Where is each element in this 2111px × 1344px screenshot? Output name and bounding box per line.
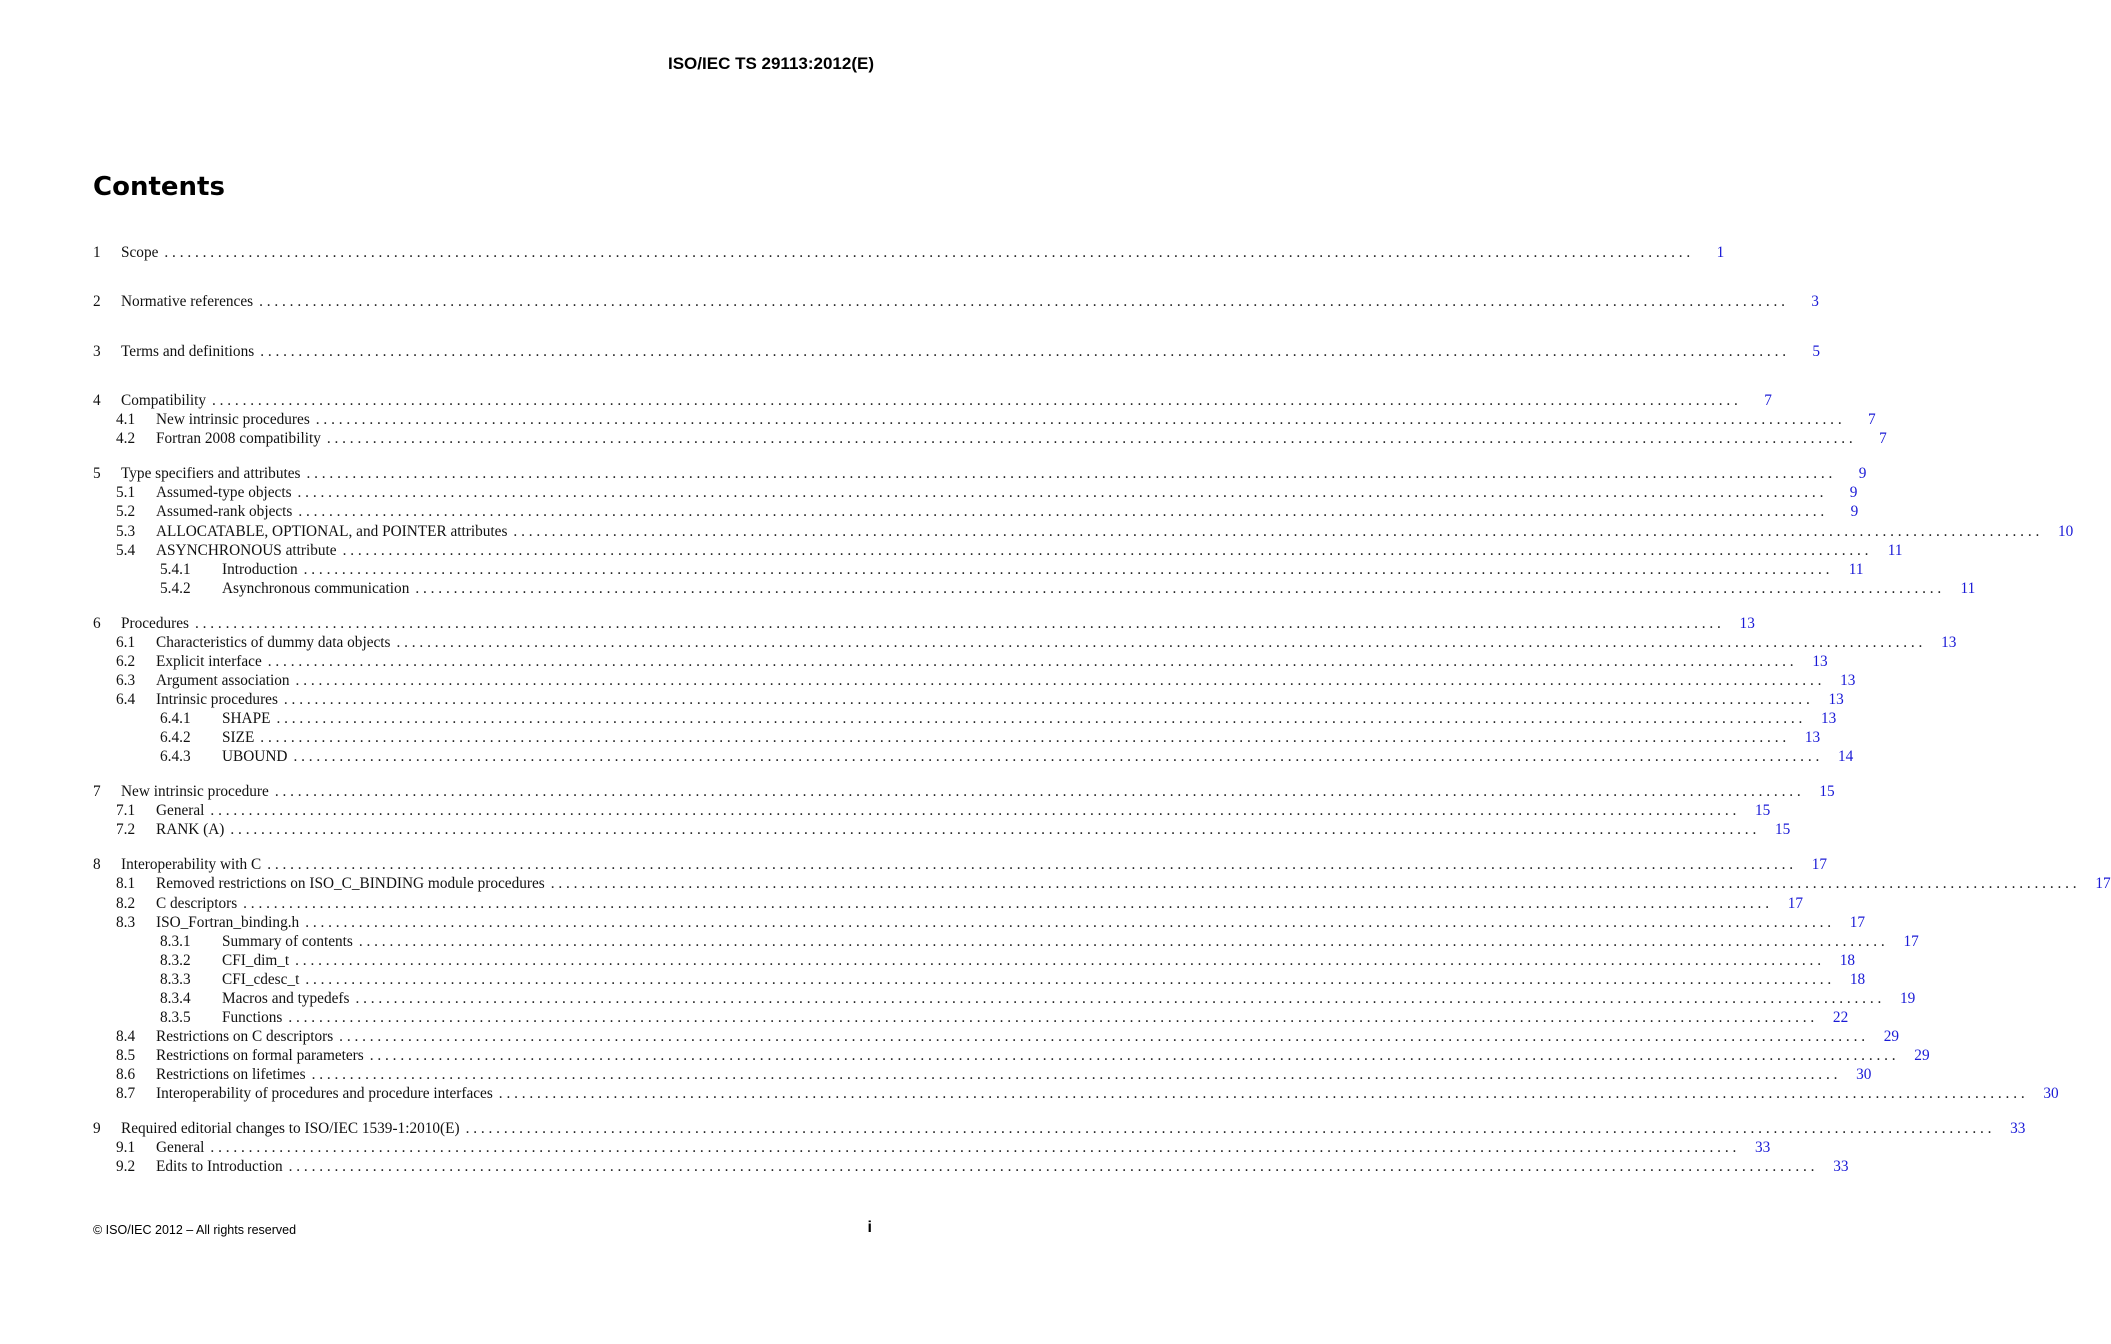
- toc-entry[interactable]: [93, 342, 1821, 361]
- toc-page-link[interactable]: 17: [1787, 895, 1804, 912]
- toc-dot-leader: . . . . . . . . . . . . . . . . . . . . . . . . . . . . . . . . . . . . . . . . . . . . . . . . . . . . . . . . . . . . . . . . . . . . . . . . . . . . . . . . . . . . . . . . . . . . . . . . . . . . . . . . . . . . . . . . . . . . . . . . . . . . . . . . . . . . . . . . . . . . . . . . . . . . . . . . . . . . . . . . . . . . . . . . . . . . . . . . . . . . . . . . . . . . . . . . . . . . . . . .: [259, 293, 1785, 310]
- toc-dot-leader: . . . . . . . . . . . . . . . . . . . . . . . . . . . . . . . . . . . . . . . . . . . . . . . . . . . . . . . . . . . . . . . . . . . . . . . . . . . . . . . . . . . . . . . . . . . . . . . . . . . . . . . . . . . . . . . . . . . . . . . . . . . . . . . . . . . . . . . . . . . . . . . . . . . . . . . . . . . . . . . . . . . . . . . . . . . . . . . . . . . . . . . . . . . . . . . . . . . . . . . .: [293, 748, 1820, 765]
- toc-entry[interactable]: [93, 970, 1866, 989]
- page-number: i: [867, 1219, 872, 1236]
- toc-entry-number: 8.4: [116, 1028, 136, 1045]
- toc-entry-number: 8.3: [116, 914, 136, 931]
- toc-entry-title[interactable]: SHAPE: [222, 710, 271, 727]
- toc-entry-number: 8.2: [116, 895, 136, 912]
- toc-entry-title[interactable]: SIZE: [222, 729, 255, 746]
- toc-page-link[interactable]: 33: [1755, 1139, 1771, 1156]
- toc-page-link[interactable]: 29: [1914, 1047, 1930, 1064]
- toc-entry[interactable]: [93, 728, 1821, 747]
- toc-entry[interactable]: [93, 1008, 1849, 1027]
- toc-dot-leader: . . . . . . . . . . . . . . . . . . . . . . . . . . . . . . . . . . . . . . . . . . . . . . . . . . . . . . . . . . . . . . . . . . . . . . . . . . . . . . . . . . . . . . . . . . . . . . . . . . . . . . . . . . . . . . . . . . . . . . . . . . . . . . . . . . . . . . . . . . . . . . . . . . . . . . . . . . . . . . . . . . . . . . . . . . . . . . . . . . . . . . . . . . . . . . . . . . . . . . . .: [355, 990, 1882, 1007]
- toc-entry-title[interactable]: Scope: [121, 244, 159, 261]
- toc-entry-title[interactable]: New intrinsic procedure: [121, 783, 269, 800]
- toc-entry-title[interactable]: ALLOCATABLE, OPTIONAL, and POINTER attributes: [156, 523, 508, 540]
- toc-dot-leader: . . . . . . . . . . . . . . . . . . . . . . . . . . . . . . . . . . . . . . . . . . . . . . . . . . . . . . . . . . . . . . . . . . . . . . . . . . . . . . . . . . . . . . . . . . . . . . . . . . . . . . . . . . . . . . . . . . . . . . . . . . . . . . . . . . . . . . . . . . . . . . . . . . . . . . . . . . . . . . . . . . . . . . . . . . . . . . . . . . . . . . . . . . . . . . . . . . . . . . . .: [315, 411, 1842, 428]
- toc-entry-title[interactable]: C descriptors: [156, 895, 238, 912]
- toc-entry[interactable]: [93, 243, 1725, 262]
- toc-page-link[interactable]: 18: [1849, 971, 1866, 988]
- toc-page-link[interactable]: 18: [1839, 952, 1856, 969]
- toc-entry-number: 2: [93, 293, 101, 310]
- toc-entry-number: 8.3.5: [160, 1009, 191, 1026]
- toc-page-link[interactable]: 9: [1850, 503, 1859, 520]
- toc-entry-number: 8.1: [116, 875, 136, 892]
- toc-dot-leader: . . . . . . . . . . . . . . . . . . . . . . . . . . . . . . . . . . . . . . . . . . . . . . . . . . . . . . . . . . . . . . . . . . . . . . . . . . . . . . . . . . . . . . . . . . . . . . . . . . . . . . . . . . . . . . . . . . . . . . . . . . . . . . . . . . . . . . . . . . . . . . . . . . . . . . . . . . . . . . . . . . . . . . . . . . . . . . . . . . . . . . . . . . . . . . . . . . . . . . . .: [358, 933, 1885, 950]
- toc-entry-number: 5.4.2: [160, 580, 191, 597]
- toc-dot-leader: . . . . . . . . . . . . . . . . . . . . . . . . . . . . . . . . . . . . . . . . . . . . . . . . . . . . . . . . . . . . . . . . . . . . . . . . . . . . . . . . . . . . . . . . . . . . . . . . . . . . . . . . . . . . . . . . . . . . . . . . . . . . . . . . . . . . . . . . . . . . . . . . . . . . . . . . . . . . . . . . . . . . . . . . . . . . . . . . . . . . . . . . . . . . . . . . . . . . . . . .: [369, 1047, 1896, 1064]
- toc-entry-number: 6.3: [116, 672, 136, 689]
- toc-entry-title[interactable]: Type specifiers and attributes: [121, 465, 301, 482]
- toc-dot-leader: . . . . . . . . . . . . . . . . . . . . . . . . . . . . . . . . . . . . . . . . . . . . . . . . . . . . . . . . . . . . . . . . . . . . . . . . . . . . . . . . . . . . . . . . . . . . . . . . . . . . . . . . . . . . . . . . . . . . . . . . . . . . . . . . . . . . . . . . . . . . . . . . . . . . . . . . . . . . . . . . . . . . . . . . . . . . . . . . . . . . . . . . . . . . . . . . . . . . . . . .: [194, 615, 1721, 632]
- toc-entry-title[interactable]: General: [156, 802, 205, 819]
- toc-entry[interactable]: [93, 391, 1772, 410]
- toc-entry[interactable]: [93, 652, 1828, 671]
- toc-entry-title[interactable]: CFI_cdesc_t: [222, 971, 300, 988]
- toc-entry-number: 5.1: [116, 484, 136, 501]
- toc-dot-leader: . . . . . . . . . . . . . . . . . . . . . . . . . . . . . . . . . . . . . . . . . . . . . . . . . . . . . . . . . . . . . . . . . . . . . . . . . . . . . . . . . . . . . . . . . . . . . . . . . . . . . . . . . . . . . . . . . . . . . . . . . . . . . . . . . . . . . . . . . . . . . . . . . . . . . . . . . . . . . . . . . . . . . . . . . . . . . . . . . . . . . . . . . . . . . . . . . . . . . . . .: [210, 802, 1737, 819]
- toc-entry-title[interactable]: Terms and definitions: [121, 343, 255, 360]
- toc-page-link[interactable]: 9: [1849, 484, 1858, 501]
- toc-page-link[interactable]: 30: [2043, 1085, 2059, 1102]
- toc-page-link[interactable]: 13: [1828, 691, 1844, 708]
- toc-entry-title[interactable]: Restrictions on C descriptors: [156, 1028, 334, 1045]
- toc-entry-title[interactable]: Intrinsic procedures: [156, 691, 278, 708]
- toc-dot-leader: . . . . . . . . . . . . . . . . . . . . . . . . . . . . . . . . . . . . . . . . . . . . . . . . . . . . . . . . . . . . . . . . . . . . . . . . . . . . . . . . . . . . . . . . . . . . . . . . . . . . . . . . . . . . . . . . . . . . . . . . . . . . . . . . . . . . . . . . . . . . . . . . . . . . . . . . . . . . . . . . . . . . . . . . . . . . . . . . . . . . . . . . . . . . . . . . . . . . . . . .: [230, 821, 1757, 838]
- toc-entry-number: 4: [93, 392, 101, 409]
- toc-entry[interactable]: [93, 633, 1957, 652]
- toc-entry[interactable]: [93, 410, 1876, 429]
- toc-entry-title[interactable]: Removed restrictions on ISO_C_BINDING module procedures: [156, 875, 545, 892]
- toc-entry-number: 6.2: [116, 653, 136, 670]
- toc-entry-title[interactable]: Interoperability with C: [121, 856, 262, 873]
- toc-dot-leader: . . . . . . . . . . . . . . . . . . . . . . . . . . . . . . . . . . . . . . . . . . . . . . . . . . . . . . . . . . . . . . . . . . . . . . . . . . . . . . . . . . . . . . . . . . . . . . . . . . . . . . . . . . . . . . . . . . . . . . . . . . . . . . . . . . . . . . . . . . . . . . . . . . . . . . . . . . . . . . . . . . . . . . . . . . . . . . . . . . . . . . . . . . . . . . . . . . . . . . . .: [288, 1158, 1815, 1175]
- toc-page-link[interactable]: 13: [1812, 653, 1828, 670]
- toc-entry[interactable]: [93, 1065, 1872, 1084]
- toc-dot-leader: . . . . . . . . . . . . . . . . . . . . . . . . . . . . . . . . . . . . . . . . . . . . . . . . . . . . . . . . . . . . . . . . . . . . . . . . . . . . . . . . . . . . . . . . . . . . . . . . . . . . . . . . . . . . . . . . . . . . . . . . . . . . . . . . . . . . . . . . . . . . . . . . . . . . . . . . . . . . . . . . . . . . . . . . . . . . . . . . . . . . . . . . . . . . . . . . . . . . . . . .: [295, 952, 1822, 969]
- toc-entry-number: 8.3.1: [160, 933, 191, 950]
- toc-entry[interactable]: [93, 1027, 1900, 1046]
- toc-dot-leader: . . . . . . . . . . . . . . . . . . . . . . . . . . . . . . . . . . . . . . . . . . . . . . . . . . . . . . . . . . . . . . . . . . . . . . . . . . . . . . . . . . . . . . . . . . . . . . . . . . . . . . . . . . . . . . . . . . . . . . . . . . . . . . . . . . . . . . . . . . . . . . . . . . . . . . . . . . . . . . . . . . . . . . . . . . . . . . . . . . . . . . . . . . . . . . . . . . . . . . . .: [288, 1009, 1815, 1026]
- toc-entry-number: 7.2: [116, 821, 136, 838]
- toc-page-link[interactable]: 7: [1764, 392, 1772, 409]
- toc-entry[interactable]: [93, 820, 1791, 839]
- toc-dot-leader: . . . . . . . . . . . . . . . . . . . . . . . . . . . . . . . . . . . . . . . . . . . . . . . . . . . . . . . . . . . . . . . . . . . . . . . . . . . . . . . . . . . . . . . . . . . . . . . . . . . . . . . . . . . . . . . . . . . . . . . . . . . . . . . . . . . . . . . . . . . . . . . . . . . . . . . . . . . . . . . . . . . . . . . . . . . . . . . . . . . . . . . . . . . . . . . . . . . . . . . .: [465, 1120, 1992, 1137]
- toc-entry-title[interactable]: Introduction: [222, 561, 298, 578]
- document-id: ISO/IEC TS 29113:2012(E): [668, 54, 874, 73]
- toc-dot-leader: . . . . . . . . . . . . . . . . . . . . . . . . . . . . . . . . . . . . . . . . . . . . . . . . . . . . . . . . . . . . . . . . . . . . . . . . . . . . . . . . . . . . . . . . . . . . . . . . . . . . . . . . . . . . . . . . . . . . . . . . . . . . . . . . . . . . . . . . . . . . . . . . . . . . . . . . . . . . . . . . . . . . . . . . . . . . . . . . . . . . . . . . . . . . . . . . . . . . . . . .: [305, 971, 1832, 988]
- toc-entry[interactable]: [93, 671, 1856, 690]
- toc-entry[interactable]: [93, 483, 1858, 502]
- toc-entry[interactable]: [93, 874, 2111, 893]
- toc-entry[interactable]: [93, 560, 1864, 579]
- toc-entry[interactable]: [93, 464, 1867, 483]
- toc-entry[interactable]: [93, 1157, 1849, 1176]
- toc-page-link[interactable]: 13: [1804, 729, 1821, 746]
- toc-entry[interactable]: [93, 429, 1887, 448]
- toc-page-link[interactable]: 22: [1832, 1009, 1849, 1026]
- toc-entry-title[interactable]: CFI_dim_t: [222, 952, 290, 969]
- toc-entry-number: 6.4: [116, 691, 136, 708]
- toc-entry-title[interactable]: Macros and typedefs: [222, 990, 350, 1007]
- toc-entry-title[interactable]: Restrictions on formal parameters: [156, 1047, 364, 1064]
- toc-entry-number: 5.4: [116, 542, 136, 559]
- toc-page-link[interactable]: 17: [1849, 914, 1866, 931]
- toc-entry[interactable]: [93, 709, 1837, 728]
- toc-dot-leader: . . . . . . . . . . . . . . . . . . . . . . . . . . . . . . . . . . . . . . . . . . . . . . . . . . . . . . . . . . . . . . . . . . . . . . . . . . . . . . . . . . . . . . . . . . . . . . . . . . . . . . . . . . . . . . . . . . . . . . . . . . . . . . . . . . . . . . . . . . . . . . . . . . . . . . . . . . . . . . . . . . . . . . . . . . . . . . . . . . . . . . . . . . . . . . . . . . . . . . . .: [210, 1139, 1737, 1156]
- toc-entry-title[interactable]: UBOUND: [222, 748, 288, 765]
- toc-entry[interactable]: [93, 292, 1819, 311]
- toc-entry-number: 6.4.2: [160, 729, 191, 746]
- toc-dot-leader: . . . . . . . . . . . . . . . . . . . . . . . . . . . . . . . . . . . . . . . . . . . . . . . . . . . . . . . . . . . . . . . . . . . . . . . . . . . . . . . . . . . . . . . . . . . . . . . . . . . . . . . . . . . . . . . . . . . . . . . . . . . . . . . . . . . . . . . . . . . . . . . . . . . . . . . . . . . . . . . . . . . . . . . . . . . . . . . . . . . . . . . . . . . . . . . . . . . . . . . .: [415, 580, 1942, 597]
- toc-page-link[interactable]: 7: [1879, 430, 1887, 447]
- toc-dot-leader: . . . . . . . . . . . . . . . . . . . . . . . . . . . . . . . . . . . . . . . . . . . . . . . . . . . . . . . . . . . . . . . . . . . . . . . . . . . . . . . . . . . . . . . . . . . . . . . . . . . . . . . . . . . . . . . . . . . . . . . . . . . . . . . . . . . . . . . . . . . . . . . . . . . . . . . . . . . . . . . . . . . . . . . . . . . . . . . . . . . . . . . . . . . . . . . . . . . . . . . .: [164, 244, 1691, 261]
- toc-page-link[interactable]: 33: [2010, 1120, 2026, 1137]
- toc-page-link[interactable]: 13: [1840, 672, 1856, 689]
- toc-entry[interactable]: [93, 913, 1866, 932]
- toc-entry-title[interactable]: Assumed-rank objects: [156, 503, 293, 520]
- toc-dot-leader: . . . . . . . . . . . . . . . . . . . . . . . . . . . . . . . . . . . . . . . . . . . . . . . . . . . . . . . . . . . . . . . . . . . . . . . . . . . . . . . . . . . . . . . . . . . . . . . . . . . . . . . . . . . . . . . . . . . . . . . . . . . . . . . . . . . . . . . . . . . . . . . . . . . . . . . . . . . . . . . . . . . . . . . . . . . . . . . . . . . . . . . . . . . . . . . . . . . . . . . .: [326, 430, 1853, 447]
- toc-entry-number: 7: [93, 783, 101, 800]
- toc-entry-title[interactable]: Edits to Introduction: [156, 1158, 283, 1175]
- toc-page-link[interactable]: 17: [1811, 856, 1828, 873]
- toc-page-link[interactable]: 15: [1819, 783, 1835, 800]
- toc-page-link[interactable]: 11: [1848, 561, 1864, 578]
- toc-entry[interactable]: [93, 541, 1903, 560]
- toc-entry-title[interactable]: Argument association: [156, 672, 290, 689]
- toc-entry[interactable]: [93, 502, 1859, 521]
- toc-page-link[interactable]: 17: [2095, 875, 2111, 892]
- toc-entry[interactable]: [93, 1119, 2026, 1138]
- toc-entry[interactable]: [93, 1046, 1930, 1065]
- toc-entry-title[interactable]: RANK (A): [156, 821, 225, 838]
- toc-dot-leader: . . . . . . . . . . . . . . . . . . . . . . . . . . . . . . . . . . . . . . . . . . . . . . . . . . . . . . . . . . . . . . . . . . . . . . . . . . . . . . . . . . . . . . . . . . . . . . . . . . . . . . . . . . . . . . . . . . . . . . . . . . . . . . . . . . . . . . . . . . . . . . . . . . . . . . . . . . . . . . . . . . . . . . . . . . . . . . . . . . . . . . . . . . . . . . . . . . . . . . . .: [243, 895, 1770, 912]
- toc-entry-number: 9.1: [116, 1139, 136, 1156]
- toc-dot-leader: . . . . . . . . . . . . . . . . . . . . . . . . . . . . . . . . . . . . . . . . . . . . . . . . . . . . . . . . . . . . . . . . . . . . . . . . . . . . . . . . . . . . . . . . . . . . . . . . . . . . . . . . . . . . . . . . . . . . . . . . . . . . . . . . . . . . . . . . . . . . . . . . . . . . . . . . . . . . . . . . . . . . . . . . . . . . . . . . . . . . . . . . . . . . . . . . . . . . . . . .: [274, 783, 1801, 800]
- page-title: Contents: [93, 172, 225, 202]
- toc-entry-number: 4.1: [116, 411, 136, 428]
- toc-entry-number: 5: [93, 465, 101, 482]
- toc-entry-number: 8: [93, 856, 101, 873]
- toc-entry[interactable]: [93, 579, 1976, 598]
- toc-entry[interactable]: [93, 782, 1835, 801]
- toc-entry[interactable]: [93, 614, 1755, 633]
- toc-page-link[interactable]: 13: [1941, 634, 1957, 651]
- toc-entry[interactable]: [93, 522, 2074, 541]
- toc-entry-number: 1: [93, 244, 101, 261]
- toc-entry-number: 6.1: [116, 634, 136, 651]
- toc-page-link[interactable]: 10: [2058, 523, 2074, 540]
- toc-entry-title[interactable]: Characteristics of dummy data objects: [156, 634, 391, 651]
- toc-entry-number: 6.4.1: [160, 710, 191, 727]
- toc-dot-leader: . . . . . . . . . . . . . . . . . . . . . . . . . . . . . . . . . . . . . . . . . . . . . . . . . . . . . . . . . . . . . . . . . . . . . . . . . . . . . . . . . . . . . . . . . . . . . . . . . . . . . . . . . . . . . . . . . . . . . . . . . . . . . . . . . . . . . . . . . . . . . . . . . . . . . . . . . . . . . . . . . . . . . . . . . . . . . . . . . . . . . . . . . . . . . . . . . . . . . . . .: [339, 1028, 1866, 1045]
- toc-entry-title[interactable]: Restrictions on lifetimes: [156, 1066, 306, 1083]
- toc-entry-number: 8.6: [116, 1066, 136, 1083]
- toc-dot-leader: . . . . . . . . . . . . . . . . . . . . . . . . . . . . . . . . . . . . . . . . . . . . . . . . . . . . . . . . . . . . . . . . . . . . . . . . . . . . . . . . . . . . . . . . . . . . . . . . . . . . . . . . . . . . . . . . . . . . . . . . . . . . . . . . . . . . . . . . . . . . . . . . . . . . . . . . . . . . . . . . . . . . . . . . . . . . . . . . . . . . . . . . . . . . . . . . . . . . . . . .: [295, 672, 1822, 689]
- toc-dot-leader: . . . . . . . . . . . . . . . . . . . . . . . . . . . . . . . . . . . . . . . . . . . . . . . . . . . . . . . . . . . . . . . . . . . . . . . . . . . . . . . . . . . . . . . . . . . . . . . . . . . . . . . . . . . . . . . . . . . . . . . . . . . . . . . . . . . . . . . . . . . . . . . . . . . . . . . . . . . . . . . . . . . . . . . . . . . . . . . . . . . . . . . . . . . . . . . . . . . . . . . .: [267, 653, 1794, 670]
- toc-page-link[interactable]: 19: [1900, 990, 1916, 1007]
- toc-entry-title[interactable]: ISO_Fortran_binding.h: [156, 914, 300, 931]
- toc-page-link[interactable]: 11: [1887, 542, 1903, 559]
- toc-entry-number: 8.3.3: [160, 971, 191, 988]
- toc-entry-title[interactable]: Normative references: [121, 293, 254, 310]
- copyright-notice: © ISO/IEC 2012 – All rights reserved: [93, 1223, 297, 1237]
- toc-entry-title[interactable]: ASYNCHRONOUS attribute: [156, 542, 337, 559]
- toc-entry-number: 5.3: [116, 523, 136, 540]
- toc-entry-title[interactable]: Summary of contents: [222, 933, 353, 950]
- toc-page-link[interactable]: 30: [1856, 1066, 1872, 1083]
- toc-entry[interactable]: [93, 894, 1804, 913]
- toc-entry[interactable]: [93, 801, 1771, 820]
- toc-dot-leader: . . . . . . . . . . . . . . . . . . . . . . . . . . . . . . . . . . . . . . . . . . . . . . . . . . . . . . . . . . . . . . . . . . . . . . . . . . . . . . . . . . . . . . . . . . . . . . . . . . . . . . . . . . . . . . . . . . . . . . . . . . . . . . . . . . . . . . . . . . . . . . . . . . . . . . . . . . . . . . . . . . . . . . . . . . . . . . . . . . . . . . . . . . . . . . . . . . . . . . . .: [498, 1085, 2025, 1102]
- toc-entry-number: 4.2: [116, 430, 136, 447]
- toc-page-link[interactable]: 7: [1868, 411, 1876, 428]
- toc-entry-title[interactable]: Interoperability of procedures and procedure interfaces: [156, 1085, 493, 1102]
- toc-dot-leader: . . . . . . . . . . . . . . . . . . . . . . . . . . . . . . . . . . . . . . . . . . . . . . . . . . . . . . . . . . . . . . . . . . . . . . . . . . . . . . . . . . . . . . . . . . . . . . . . . . . . . . . . . . . . . . . . . . . . . . . . . . . . . . . . . . . . . . . . . . . . . . . . . . . . . . . . . . . . . . . . . . . . . . . . . . . . . . . . . . . . . . . . . . . . . . . . . . . . . . . .: [298, 503, 1825, 520]
- toc-entry-title[interactable]: Asynchronous communication: [222, 580, 410, 597]
- toc-dot-leader: . . . . . . . . . . . . . . . . . . . . . . . . . . . . . . . . . . . . . . . . . . . . . . . . . . . . . . . . . . . . . . . . . . . . . . . . . . . . . . . . . . . . . . . . . . . . . . . . . . . . . . . . . . . . . . . . . . . . . . . . . . . . . . . . . . . . . . . . . . . . . . . . . . . . . . . . . . . . . . . . . . . . . . . . . . . . . . . . . . . . . . . . . . . . . . . . . . . . . . . .: [303, 561, 1830, 578]
- toc-entry-number: 5.2: [116, 503, 136, 520]
- toc-dot-leader: . . . . . . . . . . . . . . . . . . . . . . . . . . . . . . . . . . . . . . . . . . . . . . . . . . . . . . . . . . . . . . . . . . . . . . . . . . . . . . . . . . . . . . . . . . . . . . . . . . . . . . . . . . . . . . . . . . . . . . . . . . . . . . . . . . . . . . . . . . . . . . . . . . . . . . . . . . . . . . . . . . . . . . . . . . . . . . . . . . . . . . . . . . . . . . . . . . . . . . . .: [260, 729, 1787, 746]
- toc-entry-number: 5.4.1: [160, 561, 191, 578]
- toc-page-link[interactable]: 13: [1821, 710, 1837, 727]
- toc-page-link[interactable]: 15: [1774, 821, 1791, 838]
- toc-page-link[interactable]: 13: [1739, 615, 1755, 632]
- toc-dot-leader: . . . . . . . . . . . . . . . . . . . . . . . . . . . . . . . . . . . . . . . . . . . . . . . . . . . . . . . . . . . . . . . . . . . . . . . . . . . . . . . . . . . . . . . . . . . . . . . . . . . . . . . . . . . . . . . . . . . . . . . . . . . . . . . . . . . . . . . . . . . . . . . . . . . . . . . . . . . . . . . . . . . . . . . . . . . . . . . . . . . . . . . . . . . . . . . . . . . . . . . .: [260, 343, 1787, 360]
- toc-page-link[interactable]: 5: [1812, 343, 1821, 360]
- toc-page-link[interactable]: 15: [1755, 802, 1771, 819]
- toc-entry-number: 3: [93, 343, 101, 360]
- toc-entry-number: 8.3.2: [160, 952, 191, 969]
- toc-dot-leader: . . . . . . . . . . . . . . . . . . . . . . . . . . . . . . . . . . . . . . . . . . . . . . . . . . . . . . . . . . . . . . . . . . . . . . . . . . . . . . . . . . . . . . . . . . . . . . . . . . . . . . . . . . . . . . . . . . . . . . . . . . . . . . . . . . . . . . . . . . . . . . . . . . . . . . . . . . . . . . . . . . . . . . . . . . . . . . . . . . . . . . . . . . . . . . . . . . . . . . . .: [396, 634, 1923, 651]
- toc-entry-number: 8.7: [116, 1085, 136, 1102]
- toc-entry[interactable]: [93, 1138, 1771, 1157]
- toc-entry[interactable]: [93, 951, 1856, 970]
- toc-page-link[interactable]: 17: [1903, 933, 1919, 950]
- toc-entry-number: 8.5: [116, 1047, 136, 1064]
- toc-entry[interactable]: [93, 932, 1919, 951]
- toc-entry[interactable]: [93, 747, 1854, 766]
- toc-page-link[interactable]: 29: [1883, 1028, 1900, 1045]
- toc-page-link[interactable]: 11: [1960, 580, 1976, 597]
- toc-entry[interactable]: [93, 690, 1844, 709]
- toc-entry-title[interactable]: General: [156, 1139, 205, 1156]
- toc-dot-leader: . . . . . . . . . . . . . . . . . . . . . . . . . . . . . . . . . . . . . . . . . . . . . . . . . . . . . . . . . . . . . . . . . . . . . . . . . . . . . . . . . . . . . . . . . . . . . . . . . . . . . . . . . . . . . . . . . . . . . . . . . . . . . . . . . . . . . . . . . . . . . . . . . . . . . . . . . . . . . . . . . . . . . . . . . . . . . . . . . . . . . . . . . . . . . . . . . . . . . . . .: [305, 914, 1832, 931]
- toc-dot-leader: . . . . . . . . . . . . . . . . . . . . . . . . . . . . . . . . . . . . . . . . . . . . . . . . . . . . . . . . . . . . . . . . . . . . . . . . . . . . . . . . . . . . . . . . . . . . . . . . . . . . . . . . . . . . . . . . . . . . . . . . . . . . . . . . . . . . . . . . . . . . . . . . . . . . . . . . . . . . . . . . . . . . . . . . . . . . . . . . . . . . . . . . . . . . . . . . . . . . . . . .: [513, 523, 2040, 540]
- toc-page-link[interactable]: 9: [1858, 465, 1867, 482]
- toc-entry-number: 9: [93, 1120, 101, 1137]
- toc-dot-leader: . . . . . . . . . . . . . . . . . . . . . . . . . . . . . . . . . . . . . . . . . . . . . . . . . . . . . . . . . . . . . . . . . . . . . . . . . . . . . . . . . . . . . . . . . . . . . . . . . . . . . . . . . . . . . . . . . . . . . . . . . . . . . . . . . . . . . . . . . . . . . . . . . . . . . . . . . . . . . . . . . . . . . . . . . . . . . . . . . . . . . . . . . . . . . . . . . . . . . . . .: [550, 875, 2077, 892]
- toc-dot-leader: . . . . . . . . . . . . . . . . . . . . . . . . . . . . . . . . . . . . . . . . . . . . . . . . . . . . . . . . . . . . . . . . . . . . . . . . . . . . . . . . . . . . . . . . . . . . . . . . . . . . . . . . . . . . . . . . . . . . . . . . . . . . . . . . . . . . . . . . . . . . . . . . . . . . . . . . . . . . . . . . . . . . . . . . . . . . . . . . . . . . . . . . . . . . . . . . . . . . . . . .: [306, 465, 1833, 482]
- toc-entry[interactable]: [93, 1084, 2059, 1103]
- toc-page-link[interactable]: 33: [1833, 1158, 1849, 1175]
- toc-entry-number: 6: [93, 615, 101, 632]
- toc-entry-number: 9.2: [116, 1158, 136, 1175]
- toc-entry-title[interactable]: Explicit interface: [156, 653, 262, 670]
- toc-dot-leader: . . . . . . . . . . . . . . . . . . . . . . . . . . . . . . . . . . . . . . . . . . . . . . . . . . . . . . . . . . . . . . . . . . . . . . . . . . . . . . . . . . . . . . . . . . . . . . . . . . . . . . . . . . . . . . . . . . . . . . . . . . . . . . . . . . . . . . . . . . . . . . . . . . . . . . . . . . . . . . . . . . . . . . . . . . . . . . . . . . . . . . . . . . . . . . . . . . . . . . . .: [297, 484, 1824, 501]
- toc-entry-title[interactable]: New intrinsic procedures: [156, 411, 310, 428]
- toc-entry-number: 7.1: [116, 802, 136, 819]
- toc-dot-leader: . . . . . . . . . . . . . . . . . . . . . . . . . . . . . . . . . . . . . . . . . . . . . . . . . . . . . . . . . . . . . . . . . . . . . . . . . . . . . . . . . . . . . . . . . . . . . . . . . . . . . . . . . . . . . . . . . . . . . . . . . . . . . . . . . . . . . . . . . . . . . . . . . . . . . . . . . . . . . . . . . . . . . . . . . . . . . . . . . . . . . . . . . . . . . . . . . . . . . . . .: [276, 710, 1803, 727]
- toc-entry-title[interactable]: Required editorial changes to ISO/IEC 1539-1:2010(E): [121, 1120, 460, 1137]
- toc-page-link[interactable]: 14: [1838, 748, 1854, 765]
- toc-entry-number: 6.4.3: [160, 748, 191, 765]
- toc-entry-title[interactable]: Procedures: [121, 615, 189, 632]
- toc-entry-title[interactable]: Fortran 2008 compatibility: [156, 430, 321, 447]
- toc-entry-title[interactable]: Assumed-type objects: [156, 484, 292, 501]
- toc-dot-leader: . . . . . . . . . . . . . . . . . . . . . . . . . . . . . . . . . . . . . . . . . . . . . . . . . . . . . . . . . . . . . . . . . . . . . . . . . . . . . . . . . . . . . . . . . . . . . . . . . . . . . . . . . . . . . . . . . . . . . . . . . . . . . . . . . . . . . . . . . . . . . . . . . . . . . . . . . . . . . . . . . . . . . . . . . . . . . . . . . . . . . . . . . . . . . . . . . . . . . . . .: [342, 542, 1869, 559]
- toc-dot-leader: . . . . . . . . . . . . . . . . . . . . . . . . . . . . . . . . . . . . . . . . . . . . . . . . . . . . . . . . . . . . . . . . . . . . . . . . . . . . . . . . . . . . . . . . . . . . . . . . . . . . . . . . . . . . . . . . . . . . . . . . . . . . . . . . . . . . . . . . . . . . . . . . . . . . . . . . . . . . . . . . . . . . . . . . . . . . . . . . . . . . . . . . . . . . . . . . . . . . . . . .: [267, 856, 1794, 873]
- toc-page-link[interactable]: 3: [1811, 293, 1819, 310]
- toc-entry-title[interactable]: Functions: [222, 1009, 283, 1026]
- toc-entry[interactable]: [93, 989, 1916, 1008]
- toc-entry-title[interactable]: Compatibility: [121, 392, 206, 409]
- toc-entry[interactable]: [93, 855, 1828, 874]
- toc-dot-leader: . . . . . . . . . . . . . . . . . . . . . . . . . . . . . . . . . . . . . . . . . . . . . . . . . . . . . . . . . . . . . . . . . . . . . . . . . . . . . . . . . . . . . . . . . . . . . . . . . . . . . . . . . . . . . . . . . . . . . . . . . . . . . . . . . . . . . . . . . . . . . . . . . . . . . . . . . . . . . . . . . . . . . . . . . . . . . . . . . . . . . . . . . . . . . . . . . . . . . . . .: [311, 1066, 1838, 1083]
- toc-page-link[interactable]: 1: [1716, 244, 1725, 261]
- toc-dot-leader: . . . . . . . . . . . . . . . . . . . . . . . . . . . . . . . . . . . . . . . . . . . . . . . . . . . . . . . . . . . . . . . . . . . . . . . . . . . . . . . . . . . . . . . . . . . . . . . . . . . . . . . . . . . . . . . . . . . . . . . . . . . . . . . . . . . . . . . . . . . . . . . . . . . . . . . . . . . . . . . . . . . . . . . . . . . . . . . . . . . . . . . . . . . . . . . . . . . . . . . .: [211, 392, 1738, 409]
- toc-dot-leader: . . . . . . . . . . . . . . . . . . . . . . . . . . . . . . . . . . . . . . . . . . . . . . . . . . . . . . . . . . . . . . . . . . . . . . . . . . . . . . . . . . . . . . . . . . . . . . . . . . . . . . . . . . . . . . . . . . . . . . . . . . . . . . . . . . . . . . . . . . . . . . . . . . . . . . . . . . . . . . . . . . . . . . . . . . . . . . . . . . . . . . . . . . . . . . . . . . . . . . . .: [283, 691, 1810, 708]
- toc-entry-number: 8.3.4: [160, 990, 191, 1007]
